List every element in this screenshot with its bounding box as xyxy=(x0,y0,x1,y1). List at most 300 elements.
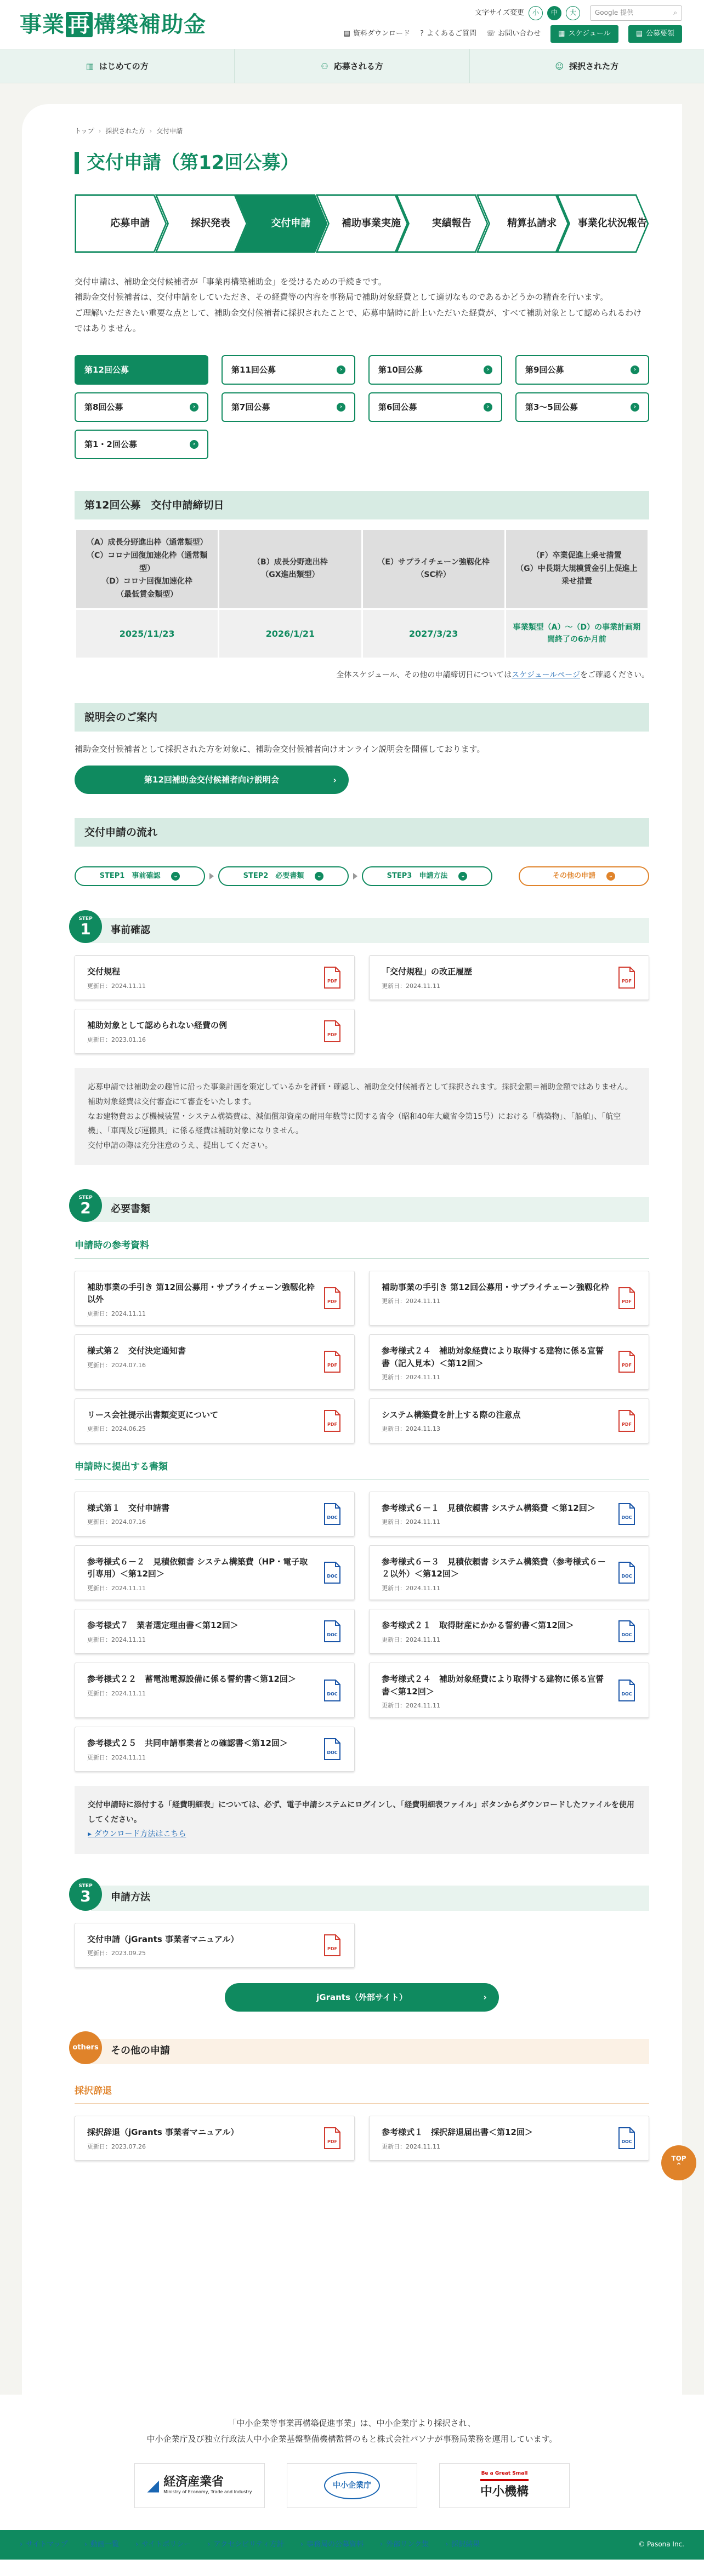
chevron-right-icon: › xyxy=(333,774,337,785)
guidelines-button[interactable] xyxy=(628,25,682,43)
document-card[interactable] xyxy=(369,1492,649,1537)
nav-adopted[interactable] xyxy=(470,49,704,83)
document-card[interactable] xyxy=(369,2116,649,2161)
pdf-file-icon xyxy=(323,1934,341,1957)
step1-note-line: なお建物費および機械装置・システム構築費は、減価償却資産の耐用年数等に関する省令（昭和40年大蔵省令第15号）における「構築物」、「船舶」、「航空機」、「車両及び運搬具」に係る経費は補助対象になりません。 xyxy=(88,1112,621,1136)
document-date: 更新日：2024.11.11 xyxy=(87,1584,146,1592)
copyright: © Pasona Inc. xyxy=(638,2540,684,2549)
reference-docs-heading: 申請時の参考資料 xyxy=(75,1238,649,1258)
svg-text:PDF: PDF xyxy=(327,2139,337,2145)
step1-title: 事前確認 xyxy=(91,918,649,943)
process-steps xyxy=(75,194,649,253)
step3-badge: STEP 3 xyxy=(69,1878,102,1911)
footer-nav-label: 事務局の公募資料 xyxy=(306,2540,364,2549)
guidelines-label: 公募要領 xyxy=(645,29,674,38)
document-date: 更新日：2024.11.11 xyxy=(382,1636,440,1643)
pdf-file-icon xyxy=(323,1409,341,1432)
main-content xyxy=(22,104,686,2395)
deadline-value: 2025/11/23 xyxy=(76,609,219,658)
back-to-top-label: TOP xyxy=(671,2154,686,2162)
svg-text:DOC: DOC xyxy=(621,1632,632,1638)
document-title: 参考様式６－１ 見積依頼書 システム構築費 ＜第12回＞ xyxy=(382,1503,595,1513)
font-size-small-button[interactable]: 小 xyxy=(529,6,543,20)
chevron-down-icon: ⌄ xyxy=(458,872,467,881)
chevron-right-icon: › xyxy=(337,403,345,412)
breadcrumb-chevron-icon: › xyxy=(98,127,101,135)
doc-file-icon xyxy=(323,1620,341,1643)
chevron-right-icon: › xyxy=(484,365,492,374)
deadline-header: （E）サプライチェーン強靱化枠（SC枠） xyxy=(362,529,505,609)
svg-text:DOC: DOC xyxy=(327,1632,338,1638)
breadcrumb xyxy=(75,126,649,136)
smrj-logo-text: 中小機構 xyxy=(480,2479,529,2501)
step3-cards xyxy=(75,1923,649,1968)
footer-text: 中小企業庁及び独立行政法人中小企業基盤整備機構監督のもと株式会社パソナが事務局業務を運用しています。 xyxy=(146,2434,558,2444)
document-title: システム構築費を計上する際の注意点 xyxy=(382,1409,521,1420)
process-step-label: 補助事業実施 xyxy=(342,217,401,229)
document-title: 参考様式６－２ 見積依頼書 システム構築費（HP・電子取引専用）＜第12回＞ xyxy=(87,1556,308,1579)
document-card[interactable] xyxy=(369,1545,649,1601)
submit-docs-cards xyxy=(75,1492,649,1772)
round-button[interactable] xyxy=(75,355,208,385)
document-card[interactable] xyxy=(75,1398,355,1443)
document-date: 更新日：2024.11.11 xyxy=(382,1518,440,1526)
document-title: 参考様式２１ 取得財産にかかる誓約書＜第12回＞ xyxy=(382,1620,574,1631)
briefing-button[interactable] xyxy=(75,766,349,794)
footer-nav-label: 採択結果 xyxy=(451,2540,480,2549)
meti-mark-icon: ◢ xyxy=(147,2476,160,2494)
round-button[interactable] xyxy=(515,355,649,385)
document-date: 更新日：2024.11.13 xyxy=(382,1425,440,1433)
chevron-right-icon: › xyxy=(337,365,345,374)
schedule-button[interactable] xyxy=(550,25,618,43)
back-to-top-button[interactable] xyxy=(661,2145,696,2180)
reference-docs-cards xyxy=(75,1271,649,1443)
step1-heading xyxy=(75,910,649,943)
pdf-file-icon xyxy=(618,966,635,989)
pdf-file-icon xyxy=(323,966,341,989)
round-button[interactable] xyxy=(75,430,208,459)
document-date: 更新日：2024.07.16 xyxy=(87,1518,146,1526)
document-card[interactable] xyxy=(75,1334,355,1390)
chevron-right-icon: › xyxy=(207,2540,211,2549)
schedule-note-text: をご確認ください。 xyxy=(580,670,649,679)
tab-step1-label: STEP1 事前確認 xyxy=(99,871,161,880)
pdf-file-icon xyxy=(323,1020,341,1043)
step1-note-line: 交付申請の際は充分注意のうえ、提出してください。 xyxy=(88,1141,272,1150)
step1-note-line: 応募申請では補助金の趣旨に沿った事業計画を策定しているかを評価・確認し、補助金交付候補者として採択されます。採択金額＝補助金額ではありません。補助対象経費は交付審査にて審査をいたします。 xyxy=(88,1083,633,1106)
document-title: 参考様式１ 採択辞退届出書＜第12回＞ xyxy=(382,2127,533,2138)
process-step xyxy=(557,194,649,253)
document-date: 更新日：2024.11.11 xyxy=(382,1374,440,1381)
document-title: 「交付規程」の改正履歴 xyxy=(382,967,473,977)
step2-heading xyxy=(75,1189,649,1222)
flow-heading: 交付申請の流れ xyxy=(75,818,649,847)
svg-text:DOC: DOC xyxy=(621,1691,632,1697)
svg-text:PDF: PDF xyxy=(327,1299,337,1304)
round-button[interactable] xyxy=(222,355,355,385)
document-card[interactable] xyxy=(369,1398,649,1443)
page-title: 交付申請（第12回公募） xyxy=(75,152,649,174)
svg-text:DOC: DOC xyxy=(327,1691,338,1697)
doc-file-icon xyxy=(618,1561,635,1584)
process-step-label: 交付申請 xyxy=(271,217,311,229)
footer-nav-label: サイトポリシー xyxy=(141,2540,191,2549)
people-icon: ⚇ xyxy=(321,61,328,71)
intro-line: 交付申請は、補助金交付候補者が「事業再構築補助金」を受けるための手続きです。 xyxy=(75,276,387,287)
search-icon[interactable]: ⌕ xyxy=(673,9,677,17)
svg-text:PDF: PDF xyxy=(622,1363,632,1368)
deadline-header: （B）成長分野進出枠 （GX進出類型） xyxy=(219,529,362,609)
step2-badge: STEP 2 xyxy=(69,1189,102,1222)
tab-step2[interactable] xyxy=(218,866,349,886)
site-header xyxy=(0,0,704,49)
svg-text:DOC: DOC xyxy=(621,2139,632,2145)
round-button-label: 第10回公募 xyxy=(378,364,423,375)
document-date: 更新日：2024.11.11 xyxy=(382,1584,440,1592)
document-card[interactable] xyxy=(75,1923,355,1968)
withdraw-heading: 採択辞退 xyxy=(75,2084,649,2104)
document-title: 交付申請（jGrants 事業者マニュアル） xyxy=(87,1934,239,1944)
step1-note xyxy=(75,1068,649,1165)
document-card[interactable] xyxy=(75,2116,355,2161)
document-date: 更新日：2024.06.25 xyxy=(87,1425,146,1433)
document-card[interactable] xyxy=(75,955,355,1000)
contact-link[interactable] xyxy=(486,28,541,40)
pdf-file-icon xyxy=(618,1409,635,1432)
footer-nav-label: サイトマップ xyxy=(26,2540,68,2549)
document-title: 参考様式２４ 補助対象経費により取得する建物に係る宣誓書＜第12回＞ xyxy=(382,1674,604,1697)
svg-text:PDF: PDF xyxy=(622,1299,632,1304)
footer-nav-item[interactable] xyxy=(135,2539,191,2551)
document-date: 更新日：2024.11.11 xyxy=(382,982,440,990)
person-icon: ☺ xyxy=(555,61,564,71)
document-date: 更新日：2024.11.11 xyxy=(87,982,146,990)
document-title: 参考様式６－３ 見積依頼書 システム構築費（参考様式６－２以外）＜第12回＞ xyxy=(382,1556,606,1579)
process-step xyxy=(476,194,569,253)
nav-applicants[interactable] xyxy=(235,49,469,83)
nav-beginners-label: はじめての方 xyxy=(99,61,149,71)
nav-beginners[interactable] xyxy=(0,49,235,83)
document-title: 様式第１ 交付申請書 xyxy=(87,1503,170,1513)
process-step xyxy=(235,194,328,253)
svg-text:PDF: PDF xyxy=(327,1363,337,1368)
chevron-right-icon: › xyxy=(190,403,198,412)
arrow-right-icon xyxy=(209,873,214,879)
chevron-right-icon: › xyxy=(190,440,198,449)
others-title: その他の申請 xyxy=(91,2039,649,2064)
briefing-button-label: 第12回補助金交付候補者向け説明会 xyxy=(144,775,279,785)
tab-step3-label: STEP3 申請方法 xyxy=(387,871,448,880)
search-placeholder: Google 提供 xyxy=(595,9,634,17)
arrow-right-icon xyxy=(353,873,357,879)
document-card[interactable] xyxy=(75,1727,355,1772)
deadline-table xyxy=(75,528,649,659)
footer-nav-item[interactable] xyxy=(300,2539,364,2551)
meti-logo-subtext: Ministry of Economy, Trade and Industry xyxy=(163,2489,252,2494)
document-title: 参考様式２４ 補助対象経費により取得する建物に係る宣誓書（記入見本）＜第12回＞ xyxy=(382,1346,604,1368)
chevron-right-icon: › xyxy=(135,2540,139,2549)
breadcrumb-current: 交付申請 xyxy=(156,127,183,135)
global-nav xyxy=(0,49,704,83)
meti-logo[interactable] xyxy=(134,2463,265,2508)
sme-agency-logo-text: 中小企業庁 xyxy=(324,2472,380,2499)
round-button[interactable] xyxy=(368,392,502,422)
book-icon: ▥ xyxy=(86,61,94,71)
document-card[interactable] xyxy=(75,1009,355,1054)
doc-file-icon xyxy=(323,1561,341,1584)
document-date: 更新日：2024.11.11 xyxy=(87,1689,146,1697)
document-card[interactable] xyxy=(75,1492,355,1537)
process-step xyxy=(316,194,408,253)
document-date: 更新日：2024.11.11 xyxy=(87,1753,146,1761)
step3-title: 申請方法 xyxy=(91,1886,649,1911)
footer-nav-item[interactable] xyxy=(445,2539,480,2551)
round-button[interactable] xyxy=(368,355,502,385)
chevron-right-icon: › xyxy=(84,2540,87,2549)
process-step xyxy=(75,194,167,253)
round-button-label: 第11回公募 xyxy=(231,364,276,375)
chevron-down-icon: ⌄ xyxy=(315,872,323,881)
contact-label: お問い合わせ xyxy=(498,29,541,38)
jgrants-button-label: jGrants（外部サイト） xyxy=(316,1992,407,2002)
footer-nav-item[interactable] xyxy=(207,2539,284,2551)
others-badge xyxy=(69,2031,102,2064)
footer-nav xyxy=(0,2530,704,2560)
flow-tabs xyxy=(75,866,649,886)
nav-adopted-label: 採択された方 xyxy=(569,61,619,71)
footer-nav-item[interactable] xyxy=(20,2539,68,2551)
doc-file-icon xyxy=(618,1679,635,1702)
footer-nav-label: 外部リンク集 xyxy=(386,2540,429,2549)
svg-text:PDF: PDF xyxy=(327,979,337,984)
round-button-label: 第7回公募 xyxy=(231,402,270,412)
schedule-page-link[interactable]: スケジュールページ xyxy=(512,670,580,679)
phone-icon: ☏ xyxy=(486,29,496,38)
intro-text xyxy=(75,274,649,336)
chevron-right-icon: ▸ xyxy=(88,1830,94,1839)
sme-agency-logo[interactable] xyxy=(287,2463,417,2508)
logo-text-1: 事業 xyxy=(20,12,65,37)
chevron-right-icon: › xyxy=(445,2540,448,2549)
deadline-header: （F）卒業促進上乗せ措置 （G）中長期大規模賃金引上促進上乗せ措置 xyxy=(505,529,648,609)
pdf-file-icon xyxy=(323,1350,341,1373)
document-date: 更新日：2024.11.11 xyxy=(382,1702,440,1710)
document-title: 補助事業の手引き 第12回公募用・サプライチェーン強靱化枠 xyxy=(382,1282,609,1292)
font-size-label: 文字サイズ変更 xyxy=(475,8,524,17)
chevron-right-icon: › xyxy=(20,2540,23,2549)
process-step-label: 採択発表 xyxy=(190,217,230,229)
schedule-note-text: 全体スケジュール、その他の申請締切日については xyxy=(336,670,512,679)
document-title: 補助対象として認められない経費の例 xyxy=(87,1020,228,1031)
tab-others[interactable] xyxy=(519,866,649,886)
chevron-down-icon: ⌄ xyxy=(171,872,180,881)
site-footer xyxy=(0,2395,704,2576)
svg-text:PDF: PDF xyxy=(622,1421,632,1427)
font-size-medium-button[interactable]: 中 xyxy=(547,6,561,20)
document-date: 更新日：2023.09.25 xyxy=(87,1950,146,1957)
document-title: 採択辞退（jGrants 事業者マニュアル） xyxy=(87,2127,239,2138)
tab-others-label: その他の申請 xyxy=(552,871,595,880)
jgrants-button[interactable] xyxy=(225,1983,499,2012)
document-date: 更新日：2024.11.11 xyxy=(382,1298,440,1305)
chevron-right-icon: › xyxy=(300,2540,304,2549)
doc-file-icon xyxy=(618,1620,635,1643)
document-card[interactable] xyxy=(369,1609,649,1654)
document-title: 補助事業の手引き 第12回公募用・サプライチェーン強靱化枠以外 xyxy=(87,1282,315,1305)
process-step xyxy=(396,194,489,253)
others-cards xyxy=(75,2116,649,2161)
download-icon: ▤ xyxy=(343,29,350,38)
doc-file-icon xyxy=(323,1738,341,1761)
submit-docs-heading: 申請時に提出する書類 xyxy=(75,1460,649,1480)
deadline-value: 2026/1/21 xyxy=(219,609,362,658)
document-card[interactable] xyxy=(75,1609,355,1654)
round-button-label: 第6回公募 xyxy=(378,402,417,412)
round-button-label: 第3～5回公募 xyxy=(525,402,578,412)
document-card[interactable] xyxy=(369,1663,649,1718)
svg-text:DOC: DOC xyxy=(621,1515,632,1520)
document-date: 更新日：2024.11.11 xyxy=(382,2143,440,2150)
chevron-right-icon: › xyxy=(631,403,639,412)
doc-file-icon xyxy=(323,1503,341,1526)
question-icon: ? xyxy=(419,29,424,38)
intro-line: ご理解いただきたい重要な点として、補助金交付候補者に採択されたことで、応募申請時に計上いただいた経費が、すべて補助対象として認められるわけではありません。 xyxy=(75,307,642,334)
document-title: 参考様式２２ 蓄電池電源設備に係る誓約書＜第12回＞ xyxy=(87,1674,296,1684)
faq-link[interactable] xyxy=(420,28,476,40)
schedule-label: スケジュール xyxy=(568,29,611,38)
svg-text:DOC: DOC xyxy=(327,1574,338,1579)
download-howto-link[interactable] xyxy=(88,1830,186,1838)
doc-file-icon xyxy=(323,1679,341,1702)
intro-line: 補助金交付候補者は、交付申請をしていただき、その経費等の内容を事務局で補助対象経費として適切なものであるかどうかの精査を行います。 xyxy=(75,292,609,302)
briefing-text: 補助金交付候補者として採択された方を対象に、補助金交付候補者向けオンライン説明会を開催しております。 xyxy=(75,744,485,755)
font-size-large-button[interactable]: 大 xyxy=(566,6,580,20)
round-button-label: 第12回公募 xyxy=(84,364,129,375)
footer-nav-label: アクセシビリティ方針 xyxy=(213,2540,284,2549)
svg-text:DOC: DOC xyxy=(327,1515,338,1520)
svg-text:DOC: DOC xyxy=(327,1750,338,1756)
svg-text:PDF: PDF xyxy=(327,1032,337,1038)
chevron-down-icon: ⌄ xyxy=(606,872,615,881)
breadcrumb-chevron-icon: › xyxy=(149,127,152,135)
document-card[interactable] xyxy=(75,1663,355,1718)
chevron-right-icon: › xyxy=(483,1992,487,2003)
deadline-heading: 第12回公募 交付申請締切日 xyxy=(75,491,649,519)
breadcrumb-home[interactable]: トップ xyxy=(75,127,94,135)
chevron-right-icon: › xyxy=(484,403,492,412)
document-title: 参考様式２５ 共同申請事業者との確認書＜第12回＞ xyxy=(87,1738,288,1749)
document-card[interactable] xyxy=(369,1271,649,1326)
document-title: リース会社提示出書類変更について xyxy=(87,1409,218,1420)
pdf-file-icon xyxy=(618,1350,635,1373)
schedule-note xyxy=(75,669,649,681)
svg-text:PDF: PDF xyxy=(327,1421,337,1427)
step2-note xyxy=(75,1786,649,1854)
round-selector xyxy=(75,355,649,459)
logo-text-3: 構築補助金 xyxy=(94,12,206,37)
round-button-label: 第8回公募 xyxy=(84,402,123,412)
tab-step2-label: STEP2 必要書類 xyxy=(243,871,304,880)
breadcrumb-adopted[interactable]: 採択された方 xyxy=(105,127,145,135)
svg-text:PDF: PDF xyxy=(622,979,632,984)
footer-nav-item[interactable] xyxy=(380,2539,429,2551)
document-date: 更新日：2024.11.11 xyxy=(87,1310,146,1317)
calendar-icon: ▦ xyxy=(558,29,565,38)
chevron-up-icon: ⌃ xyxy=(675,2161,682,2171)
footer-text: 「中小企業等事業再構築促進事業」は、中小企業庁より採択され、 xyxy=(228,2418,476,2428)
others-heading xyxy=(72,2031,649,2064)
deadline-value: 事業類型（A）～（D）の事業計画期間終了の6か月前 xyxy=(505,609,648,658)
smrj-logo[interactable] xyxy=(439,2463,570,2508)
document-date: 更新日：2024.07.16 xyxy=(87,1361,146,1369)
chevron-right-icon: › xyxy=(380,2540,383,2549)
process-step-label: 事業化状況報告 xyxy=(577,217,647,229)
process-step-label: 精算払請求 xyxy=(507,217,557,229)
round-button-label: 第9回公募 xyxy=(525,364,564,375)
meti-logo-text: 経済産業省 xyxy=(163,2475,224,2489)
document-title: 交付規程 xyxy=(87,967,121,977)
site-logo[interactable] xyxy=(20,12,206,37)
deadline-header: （A）成長分野進出枠（通常類型） （C）コロナ回復加速化枠（通常類型） （D）コロナ回復加速化枠 （最低賃金類型） xyxy=(76,529,219,609)
tab-step1[interactable] xyxy=(75,866,205,886)
step1-cards xyxy=(75,955,649,1054)
document-card[interactable] xyxy=(75,1545,355,1601)
round-button[interactable] xyxy=(222,392,355,422)
logo-text-2: 再 xyxy=(66,12,93,37)
footer-nav-label: 動画一覧 xyxy=(90,2540,119,2549)
tab-step3[interactable] xyxy=(362,866,492,886)
search-input[interactable] xyxy=(590,5,682,21)
download-howto-label: ダウンロード方法はこちら xyxy=(94,1830,186,1839)
document-title: 参考様式７ 業者選定理由書＜第12回＞ xyxy=(87,1620,239,1631)
footer-logos xyxy=(0,2463,704,2508)
process-step-label: 実績報告 xyxy=(432,217,472,229)
step3-heading xyxy=(75,1878,649,1911)
svg-text:DOC: DOC xyxy=(621,1574,632,1579)
briefing-heading: 説明会のご案内 xyxy=(75,703,649,732)
doc-file-icon xyxy=(618,2127,635,2150)
document-date: 更新日：2023.07.26 xyxy=(87,2143,146,2150)
document-date: 更新日：2024.11.11 xyxy=(87,1636,146,1643)
chevron-right-icon: › xyxy=(631,365,639,374)
round-button[interactable] xyxy=(515,392,649,422)
pdf-file-icon xyxy=(323,1287,341,1310)
step2-title: 必要書類 xyxy=(91,1197,649,1222)
document-title: 様式第２ 交付決定通知書 xyxy=(87,1346,186,1356)
download-label: 資料ダウンロード xyxy=(353,29,410,38)
faq-label: よくあるご質問 xyxy=(426,29,476,38)
round-button[interactable] xyxy=(75,392,208,422)
doc-file-icon xyxy=(618,1503,635,1526)
document-card[interactable] xyxy=(369,1334,649,1390)
process-step-label: 応募申請 xyxy=(110,217,150,229)
step1-badge: STEP 1 xyxy=(69,910,102,943)
download-link[interactable] xyxy=(344,28,410,40)
document-card[interactable] xyxy=(75,1271,355,1326)
footer-nav-item[interactable] xyxy=(84,2539,119,2551)
nav-applicants-label: 応募される方 xyxy=(333,61,383,71)
pdf-file-icon xyxy=(323,2127,341,2150)
others-badge-text: others xyxy=(72,2043,99,2052)
document-card[interactable] xyxy=(369,955,649,1000)
step2-note-text: 交付申請時に添付する「経費明細表」については、必ず、電子申請システムにログインし、「経費明細表ファイル」ボタンからダウンロードしたファイルを使用してください。 xyxy=(88,1801,634,1824)
svg-text:PDF: PDF xyxy=(327,1946,337,1951)
round-button-label: 第1・2回公募 xyxy=(84,439,137,449)
smrj-logo-subtext: Be a Great Small xyxy=(481,2471,528,2477)
process-step xyxy=(155,194,248,253)
pdf-file-icon xyxy=(618,1287,635,1310)
